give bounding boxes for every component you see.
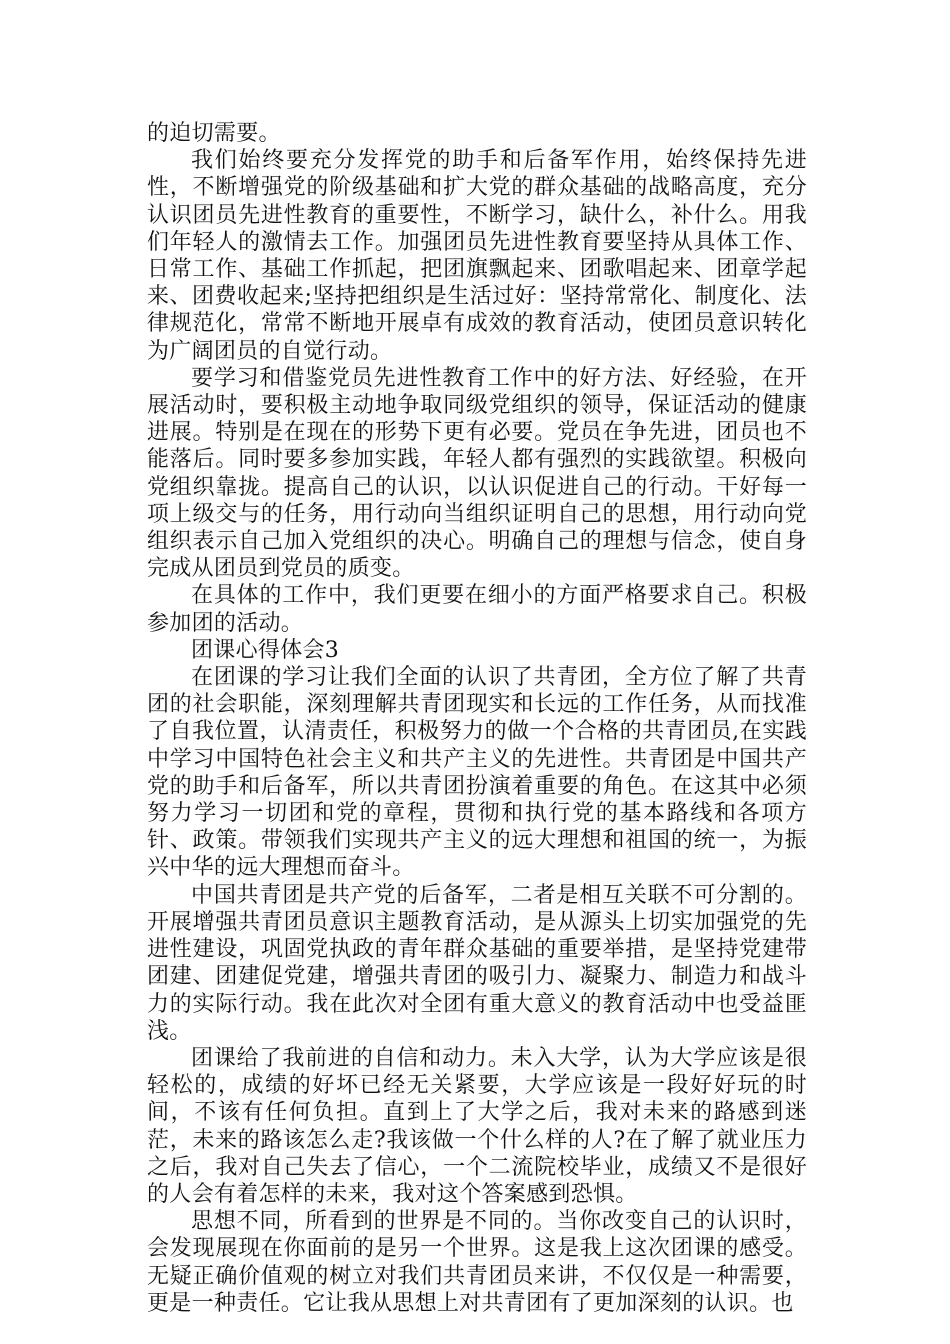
- paragraph: 思想不同，所看到的世界是不同的。当你改变自己的认识时，会发现展现在你面前的是另一个世界。这是我上这次团课的感受。无疑正确价值观的树立对我们共青团员来讲，不仅仅是一种需要，更是一种责任。它让我从思想上对共青团有了更加深刻的认识。也: [147, 1209, 807, 1316]
- paragraph: 我们始终要充分发挥党的助手和后备军作用，始终保持先进性，不断增强党的阶级基础和扩大党的群众基础的战略高度，充分认识团员先进性教育的重要性，不断学习，缺什么，补什么。用我们年轻人的激情去工作。加强团员先进性教育要坚持从具体工作、日常工作、基础工作抓起，把团旗飘起来、团歌唱起来、团章学起来、团费收起来;坚持把组织是生活过好：坚持常常化、制度化、法律规范化，常常不断地开展卓有成效的教育活动，使团员意识转化为广阔团员的自觉行动。: [147, 148, 807, 364]
- paragraph: 在具体的工作中，我们更要在细小的方面严格要求自己。积极参加团的活动。: [147, 583, 807, 636]
- section-heading: 团课心得体会3: [191, 637, 340, 663]
- document-body: [147, 120, 807, 1317]
- paragraph: 团课给了我前进的自信和动力。未入大学，认为大学应该是很轻松的，成绩的好坏已经无关紧要，大学应该是一段好好玩的时间，不该有任何负担。直到上了大学之后，我对未来的路感到迷茫，未来的路该怎么走?我该做一个什么样的人?在了解了就业压力之后，我对自己失去了信心，一个二流院校毕业，成绩又不是很好的人会有着怎样的未来，我对这个答案感到恐惧。: [147, 1045, 807, 1207]
- paragraph: 中国共青团是共产党的后备军，二者是相互关联不可分割的。开展增强共青团员意识主题教育活动，是从源头上切实加强党的先进性建设，巩固党执政的青年群众基础的重要举措，是坚持党建带团建、团建促党建，增强共青团的吸引力、凝聚力、制造力和战斗力的实际行动。我在此次对全团有重大意义的教育活动中也受益匪浅。: [147, 882, 807, 1044]
- paragraph: 在团课的学习让我们全面的认识了共青团，全方位了解了共青团的社会职能，深刻理解共青团现实和长远的工作任务，从而找准了自我位置，认清责任，积极努力的做一个合格的共青团员,在实践中学习中国特色社会主义和共产主义的先进性。共青团是中国共产党的助手和后备军，所以共青团扮演着重要的角色。在这其中必须努力学习一切团和党的章程，贯彻和执行党的基本路线和各项方针、政策。带领我们实现共产主义的远大理想和祖国的统一，为振兴中华的远大理想而奋斗。: [147, 665, 807, 881]
- paragraph-continuation: 的迫切需要。: [147, 121, 281, 146]
- paragraph: 要学习和借鉴党员先进性教育工作中的好方法、好经验，在开展活动时，要积极主动地争取同级党组织的领导，保证活动的健康进展。特别是在现在的形势下更有必要。党员在争先进，团员也不能落后。同时要多参加实践，年轻人都有强烈的实践欲望。积极向党组织靠拢。提高自己的认识，以认识促进自己的行动。干好每一项上级交与的任务，用行动向当组织证明自己的思想，用行动向党组织表示自己加入党组织的决心。明确自己的理想与信念，使自身完成从团员到党员的质变。: [147, 365, 807, 582]
